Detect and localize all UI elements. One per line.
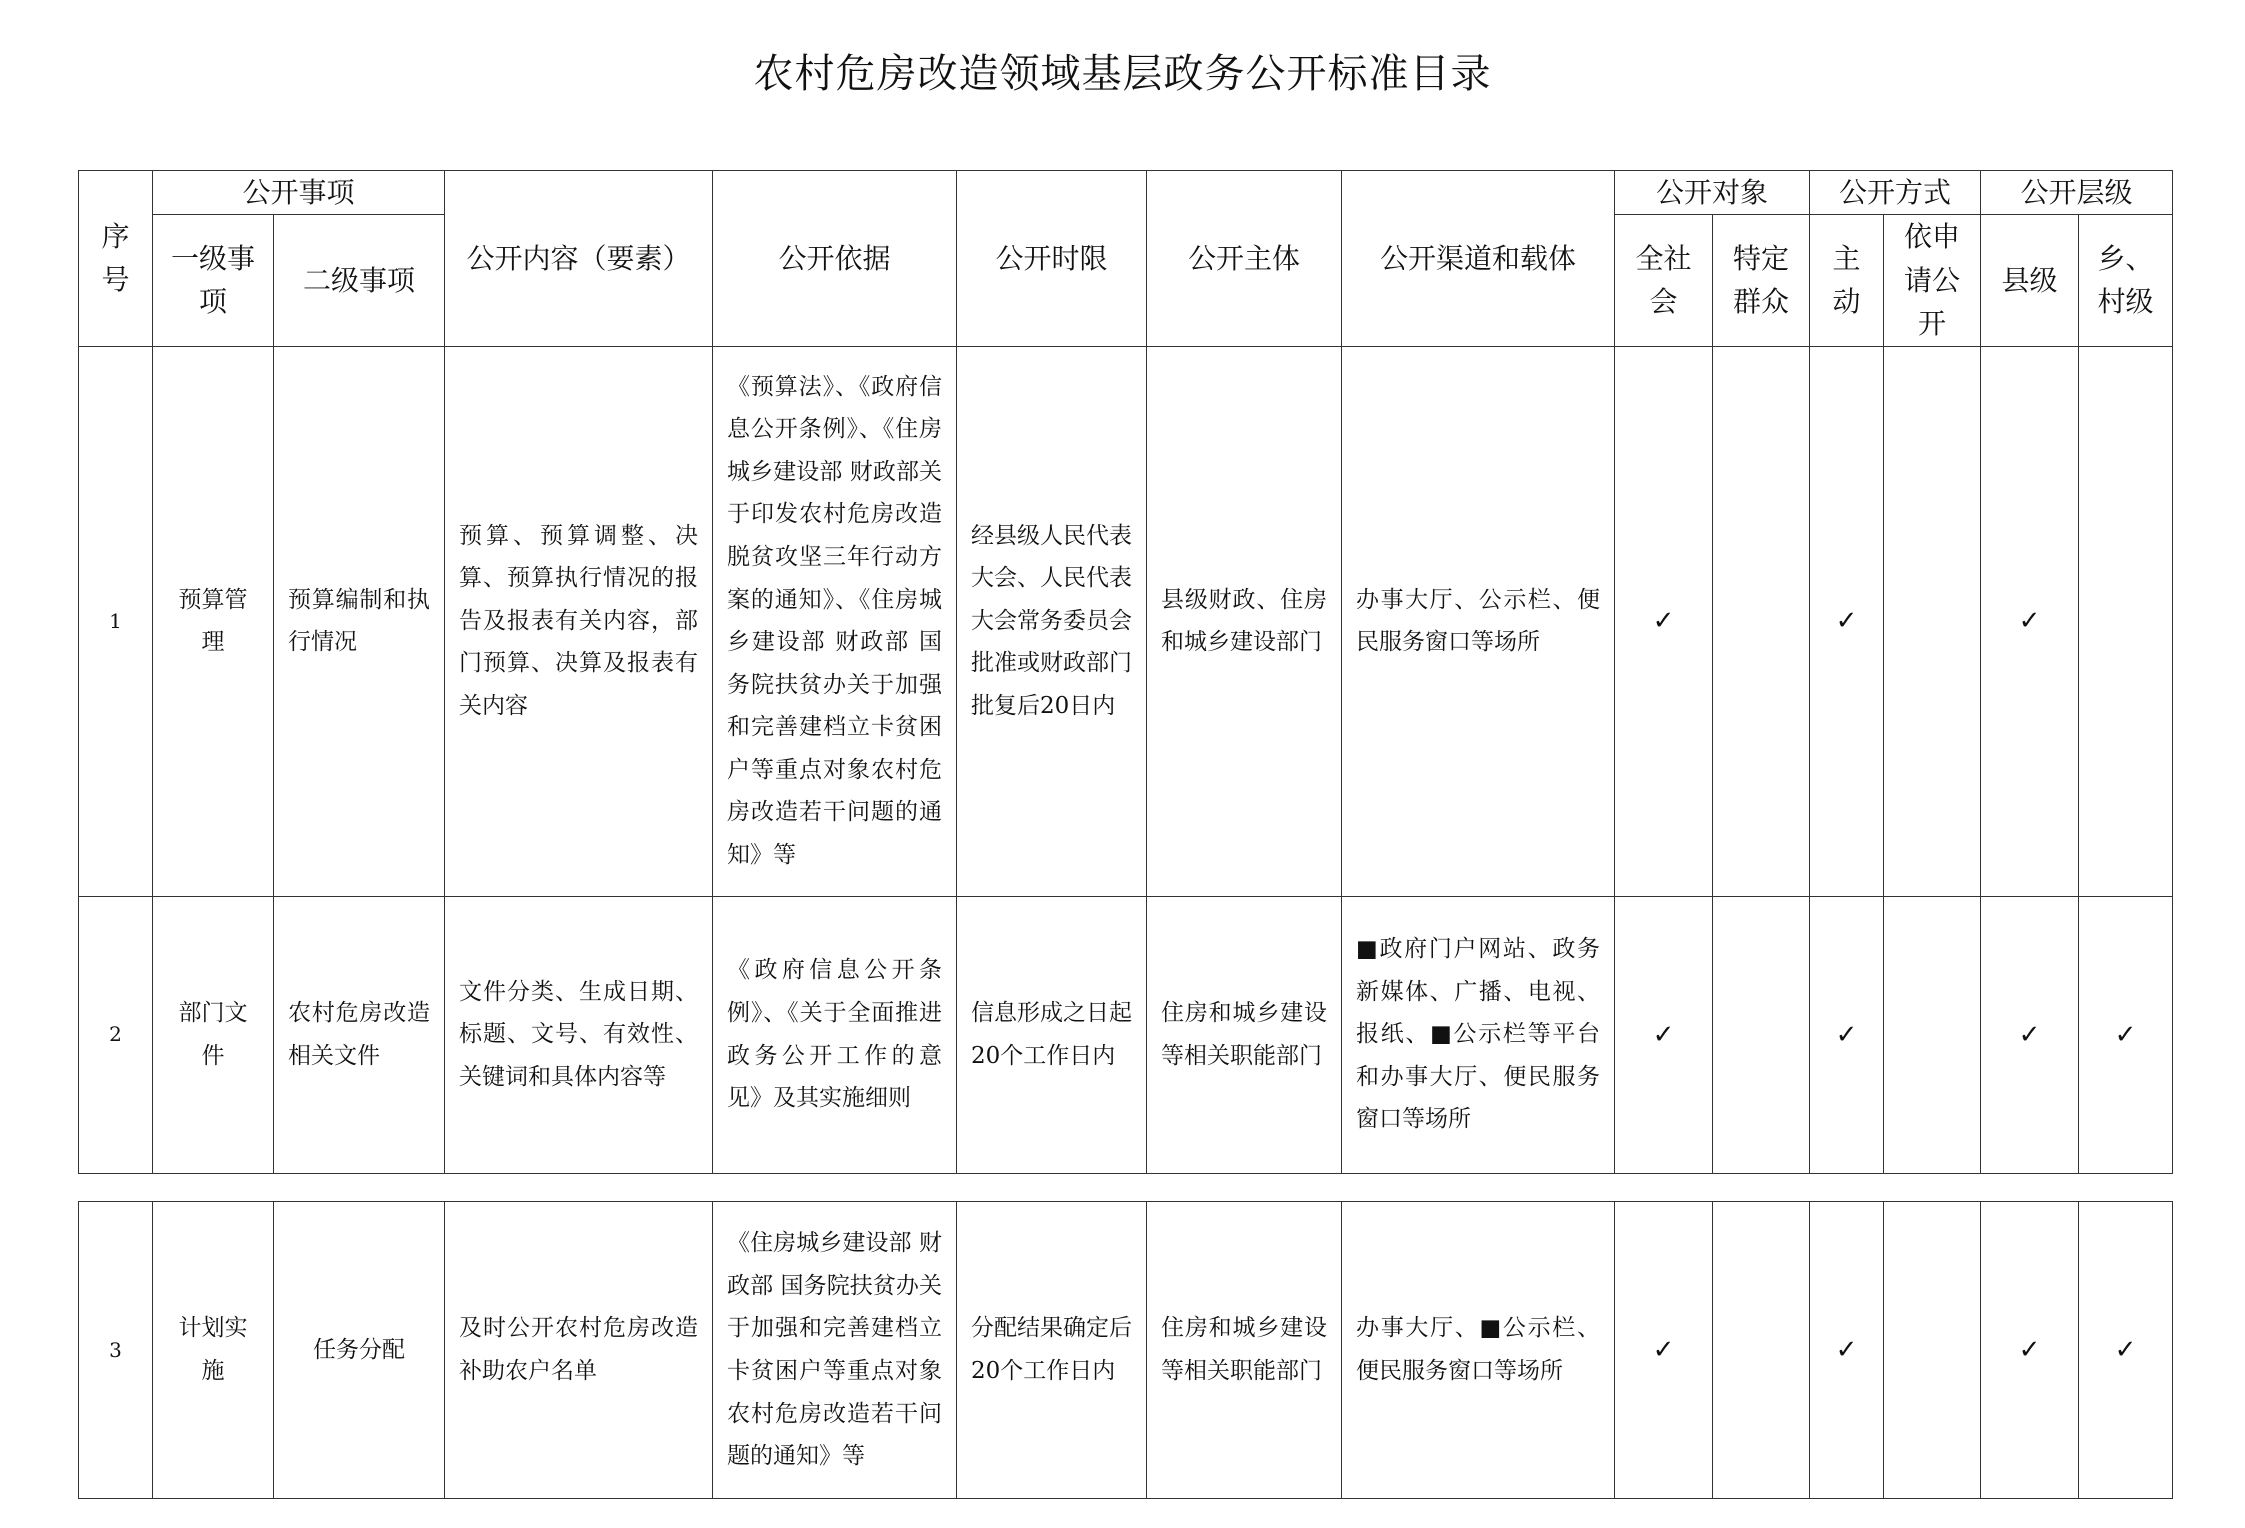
row-target-all: ✓ bbox=[1615, 1202, 1713, 1499]
row-method-request bbox=[1884, 346, 1981, 896]
header-target-group: 公开对象 bbox=[1615, 171, 1810, 215]
table-row bbox=[79, 346, 2173, 896]
row-level-county: ✓ bbox=[1981, 346, 2079, 896]
row-subject: 住房和城乡建设等相关职能部门 bbox=[1147, 1202, 1342, 1499]
row-level1: 预算管理 bbox=[153, 346, 274, 896]
header-seq: 序号 bbox=[79, 171, 153, 347]
row-level2: 任务分配 bbox=[274, 1202, 445, 1499]
row-basis: 《预算法》、《政府信息公开条例》、《住房城乡建设部 财政部关于印发农村危房改造脱贫攻坚三年行动方案的通知》、《住房城乡建设部 财政部 国务院扶贫办关于加强和完善建档立卡贫困户等重点对象农村危房改造若干问题的通知》等 bbox=[713, 346, 957, 896]
header-target-all: 全社会 bbox=[1615, 215, 1713, 346]
row-target-specific bbox=[1713, 1202, 1810, 1499]
header-deadline: 公开时限 bbox=[957, 171, 1147, 347]
catalog-table-continued bbox=[78, 1201, 2173, 1499]
row-method-active: ✓ bbox=[1810, 896, 1884, 1173]
row-seq: 3 bbox=[79, 1202, 153, 1499]
row-channel: 办事大厅、■公示栏、便民服务窗口等场所 bbox=[1342, 1202, 1615, 1499]
header-method-group: 公开方式 bbox=[1810, 171, 1981, 215]
row-subject: 县级财政、住房和城乡建设部门 bbox=[1147, 346, 1342, 896]
header-level-township: 乡、村级 bbox=[2079, 215, 2173, 346]
row-target-all: ✓ bbox=[1615, 346, 1713, 896]
row-content: 预算、预算调整、决算、预算执行情况的报告及报表有关内容，部门预算、决算及报表有关内容 bbox=[445, 346, 713, 896]
table-row bbox=[79, 1202, 2173, 1499]
row-method-active: ✓ bbox=[1810, 346, 1884, 896]
row-channel: 办事大厅、公示栏、便民服务窗口等场所 bbox=[1342, 346, 1615, 896]
header-level1: 一级事项 bbox=[153, 215, 274, 346]
header-row-1 bbox=[79, 171, 2173, 215]
row-method-request bbox=[1884, 1202, 1981, 1499]
header-method-request: 依申请公开 bbox=[1884, 215, 1981, 346]
row-seq: 1 bbox=[79, 346, 153, 896]
row-subject: 住房和城乡建设等相关职能部门 bbox=[1147, 896, 1342, 1173]
header-level-group: 公开层级 bbox=[1981, 171, 2173, 215]
row-content: 及时公开农村危房改造补助农户名单 bbox=[445, 1202, 713, 1499]
row-level2: 预算编制和执行情况 bbox=[274, 346, 445, 896]
row-level-county: ✓ bbox=[1981, 1202, 2079, 1499]
header-method-active: 主动 bbox=[1810, 215, 1884, 346]
header-level2: 二级事项 bbox=[274, 215, 445, 346]
header-subject: 公开主体 bbox=[1147, 171, 1342, 347]
row-seq: 2 bbox=[79, 896, 153, 1173]
row-method-request bbox=[1884, 896, 1981, 1173]
row-level1: 部门文件 bbox=[153, 896, 274, 1173]
row-deadline: 经县级人民代表大会、人民代表大会常务委员会批准或财政部门批复后20日内 bbox=[957, 346, 1147, 896]
row-level-township: ✓ bbox=[2079, 1202, 2173, 1499]
header-channel: 公开渠道和载体 bbox=[1342, 171, 1615, 347]
row-deadline: 分配结果确定后20个工作日内 bbox=[957, 1202, 1147, 1499]
page-title: 农村危房改造领域基层政务公开标准目录 bbox=[753, 51, 1492, 97]
header-content: 公开内容（要素） bbox=[445, 171, 713, 347]
row-level-township bbox=[2079, 346, 2173, 896]
row-channel: ■政府门户网站、政务新媒体、广播、电视、报纸、■公示栏等平台和办事大厅、便民服务窗口等场所 bbox=[1342, 896, 1615, 1173]
row-level-township: ✓ bbox=[2079, 896, 2173, 1173]
row-level-county: ✓ bbox=[1981, 896, 2079, 1173]
row-basis: 《政府信息公开条例》、《关于全面推进政务公开工作的意见》及其实施细则 bbox=[713, 896, 957, 1173]
row-content: 文件分类、生成日期、标题、文号、有效性、关键词和具体内容等 bbox=[445, 896, 713, 1173]
header-items-group: 公开事项 bbox=[153, 171, 445, 215]
catalog-table bbox=[78, 170, 2173, 1174]
row-level1: 计划实施 bbox=[153, 1202, 274, 1499]
header-level-county: 县级 bbox=[1981, 215, 2079, 346]
header-target-specific: 特定群众 bbox=[1713, 215, 1810, 346]
row-deadline: 信息形成之日起20个工作日内 bbox=[957, 896, 1147, 1173]
header-basis: 公开依据 bbox=[713, 171, 957, 347]
row-level2: 农村危房改造相关文件 bbox=[274, 896, 445, 1173]
table-row bbox=[79, 896, 2173, 1173]
row-method-active: ✓ bbox=[1810, 1202, 1884, 1499]
row-basis: 《住房城乡建设部 财政部 国务院扶贫办关于加强和完善建档立卡贫困户等重点对象农村危房改造若干问题的通知》等 bbox=[713, 1202, 957, 1499]
row-target-specific bbox=[1713, 346, 1810, 896]
row-target-all: ✓ bbox=[1615, 896, 1713, 1173]
row-target-specific bbox=[1713, 896, 1810, 1173]
